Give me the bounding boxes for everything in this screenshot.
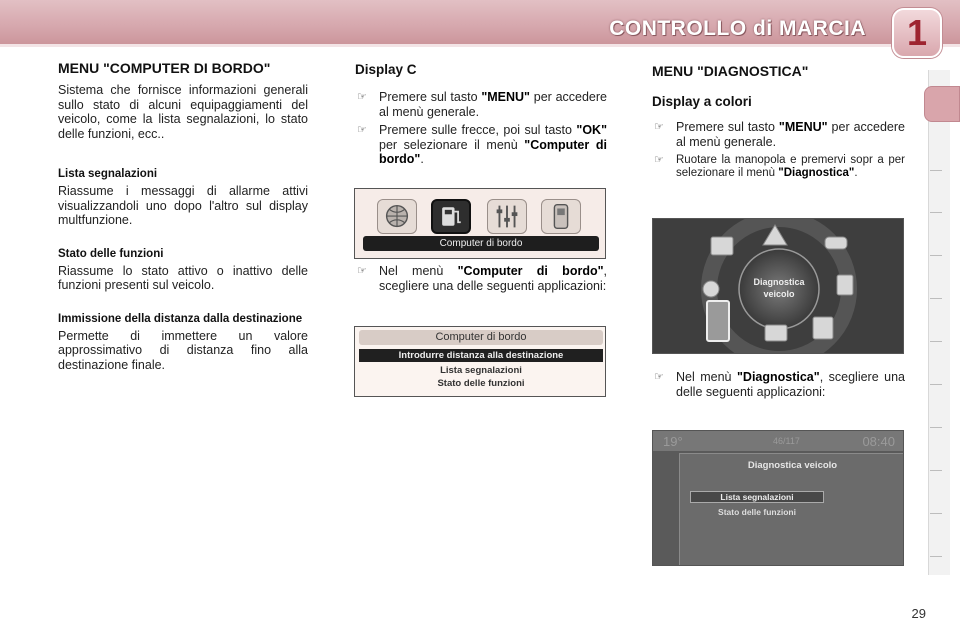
subsection-text: Riassume i messaggi di allarme attivi visualizzandoli uno dopo l'altro sul display multfunzione.: [58, 184, 308, 227]
page-number: 29: [911, 606, 926, 621]
menu-label: "Computer di bordo": [457, 264, 604, 278]
tab-divider: [930, 255, 942, 256]
key-label: "MENU": [481, 90, 530, 104]
instruction-step: [355, 90, 607, 119]
settings-icon: [813, 317, 833, 339]
tab-divider: [930, 298, 942, 299]
tab-divider: [930, 212, 942, 213]
display-c-menu-screen: [354, 188, 606, 259]
subsection-heading: Stato delle funzioni: [58, 247, 164, 260]
screen-icon: [765, 325, 787, 341]
column-diagnostica: [652, 60, 905, 180]
diagnostica-veicolo-screen: [652, 430, 904, 566]
chapter-badge: 1: [892, 8, 942, 58]
menu-panel: [679, 453, 904, 566]
fuel-pump-icon: [431, 199, 471, 234]
sliders-icon: [487, 199, 527, 234]
book-icon: [711, 237, 733, 255]
instruction-step: [652, 370, 905, 399]
step-text: Ruotare la manopola e premervi sopr a per selezionare il menù: [676, 154, 905, 179]
menu-item-selected: Lista segnalazioni: [690, 491, 824, 503]
compass-icon: [703, 281, 719, 297]
step-text: per selezionare il menù: [379, 137, 525, 152]
tab-divider: [930, 470, 942, 471]
menu-item-selected: Introdurre distanza alla destinazione: [359, 349, 603, 362]
selected-menu-label: Computer di bordo: [439, 238, 523, 249]
hand-pointer-icon: ☞: [357, 265, 367, 277]
computer-di-bordo-screen: [354, 326, 606, 397]
radial-center-label: Diagnostica: [753, 277, 805, 287]
step-text: .: [420, 152, 424, 166]
menu-label: "Diagnostica": [778, 167, 855, 179]
section-title: Display C: [355, 62, 417, 77]
tab-divider: [930, 427, 942, 428]
tab-divider: [930, 513, 942, 514]
column-diagnostica-step3: [652, 370, 905, 399]
menu-label: "Computer di bordo": [379, 137, 607, 166]
selected-menu-bar: [363, 236, 599, 251]
hand-pointer-icon: ☞: [357, 124, 367, 136]
document-icon: [837, 275, 853, 295]
instruction-step: [652, 154, 905, 180]
page-title: CONTROLLO di MARCIA: [609, 17, 866, 40]
instruction-step: [652, 120, 905, 149]
globe-icon: [377, 199, 417, 234]
hand-pointer-icon: ☞: [654, 371, 664, 383]
menu-item: Lista segnalazioni: [440, 365, 522, 376]
intro-text: Sistema che fornisce informazioni generali sullo stato di alcuni equipaggiamenti del veicolo, come la lista segnalazioni, lo stato delle funzioni, ecc..: [58, 83, 308, 141]
hand-pointer-icon: ☞: [654, 154, 664, 166]
column-display-c: [355, 60, 607, 167]
step-text: Premere sul tasto: [676, 120, 779, 134]
column-display-c-step3: [355, 264, 607, 293]
screen-title: Diagnostica veicolo: [747, 460, 838, 471]
tab-divider: [930, 556, 942, 557]
step-text: Nel menù: [379, 264, 458, 278]
subsection-text: Riassume lo stato attivo o inattivo delle funzioni presenti sul veicolo.: [58, 263, 308, 292]
step-text: Premere sul tasto: [379, 90, 482, 104]
phone-icon: [541, 199, 581, 234]
hand-pointer-icon: ☞: [654, 121, 664, 133]
section-title: MENU "DIAGNOSTICA": [652, 63, 809, 79]
diagnostica-radial-screen: [652, 218, 904, 354]
clock-readout: 08:40: [862, 434, 895, 449]
instruction-step: [355, 264, 607, 293]
hand-pointer-icon: ☞: [357, 91, 367, 103]
tab-divider: [930, 341, 942, 342]
step-text: , scegliere una delle seguenti applicazioni:: [676, 370, 905, 399]
track-counter: 46/117: [773, 436, 800, 446]
status-bar: [653, 431, 903, 451]
chapter-tabs: [928, 70, 950, 575]
temperature-readout: 19°: [663, 434, 683, 449]
screen-title: Computer di bordo: [359, 330, 603, 345]
subsection-title: Display a colori: [652, 94, 752, 109]
tab-divider: [930, 170, 942, 171]
active-chapter-tab: [924, 86, 960, 122]
key-label: "OK": [576, 123, 607, 137]
tab-divider: [930, 384, 942, 385]
column-computer-di-bordo: [58, 60, 308, 372]
subsection-heading: Immissione della distanza dalla destinazione: [58, 312, 303, 325]
car-icon: [825, 237, 847, 249]
menu-label: "Diagnostica": [736, 370, 820, 384]
subsection-heading: Lista segnalazioni: [58, 168, 158, 180]
step-text: per accedere al menù generale.: [379, 90, 607, 119]
step-text: , scegliere una delle seguenti applicazioni:: [379, 264, 607, 293]
radial-center-label: veicolo: [763, 289, 795, 299]
header-divider: [0, 44, 960, 47]
key-label: "MENU": [778, 120, 828, 134]
step-text: per accedere al menù generale.: [676, 120, 905, 149]
step-text: .: [854, 167, 858, 179]
section-title: MENU "COMPUTER DI BORDO": [58, 60, 271, 76]
step-text: Premere sulle frecce, poi sul tasto: [379, 123, 577, 137]
step-text: Nel menù: [676, 370, 737, 384]
instruction-step: [355, 123, 607, 167]
subsection-text: Permette di immettere un valore approssimativo di distanza fino alla destinazione finale.: [58, 328, 308, 372]
menu-item: Stato delle funzioni: [718, 507, 796, 517]
wrench-icon: [707, 301, 729, 341]
menu-item: Stato delle funzioni: [437, 378, 525, 389]
